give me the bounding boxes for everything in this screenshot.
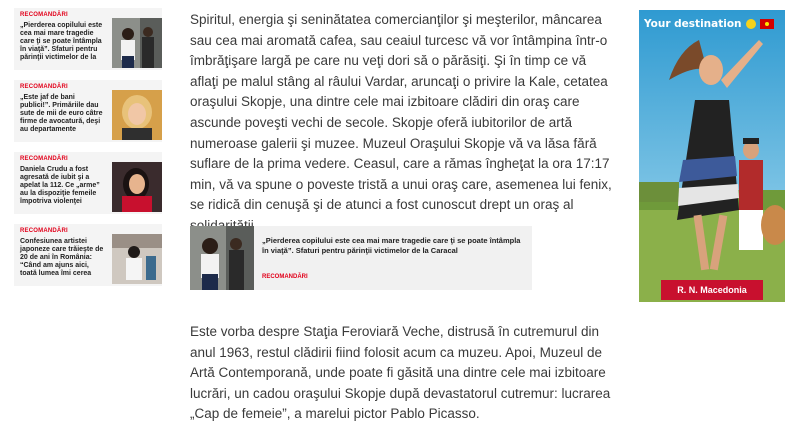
ad-illustration xyxy=(639,10,785,302)
rec-card-2[interactable] xyxy=(14,80,162,142)
rec-card-3[interactable] xyxy=(14,152,162,214)
macedonia-flag-icon xyxy=(760,19,774,29)
inline-rec-tag: RECOMANDĂRI xyxy=(262,274,308,280)
rec-thumbnail[interactable] xyxy=(112,234,162,284)
rec-thumbnail[interactable] xyxy=(112,90,162,140)
recommendations-sidebar xyxy=(14,8,162,296)
rec-title[interactable]: Confesiunea artistei japoneze care trăieşte de 20 de ani în România: “Când am ajuns aici, toată lumea îmi cerea xyxy=(20,238,104,277)
article-body-continued xyxy=(190,322,614,425)
rec-title[interactable]: „Este jaf de bani publici!”. Primăriile dau sute de mii de euro câtre firme de avocatură, deşi au departamente xyxy=(20,94,103,133)
article-paragraph-1: Spiritul, energia şi seninătatea comercianţilor şi meşterilor, mâncarea sau cea mai aromată cafea, sau ceaiul turcesc vă vor întâmpina într-o îmbrăţişare largă pe care nu veţi dori să o părăsiţi. Şi în timp ce vă aflaţi pe malul stâng al râului Vardar, aruncaţi o privire la Kale, cetatea oraşului Skopje, una dintre cele mai izbitoare clădiri din oraş care ascunde poveşti vechi de secole. Skopje oferă iubitorilor de artă numeroase galerii şi muzee. Muzeul Oraşului Skopje vă va lăsa fără suflare de la prima vedere. Ceasul, care a rămas îngheţat la ora 17:17 min, vă va spune o poveste tristă a unui oraş care, asemenea lui fenix, se ridică din cenuşă şi de atunci a fost cunoscut drept un oraş al xyxy=(190,12,612,213)
rec-card-4[interactable] xyxy=(14,224,162,286)
rec-tag: RECOMANDĂRI xyxy=(20,156,68,162)
rec-title[interactable]: Daniela Crudu a fost agresată de iubit şi a apelat la 112. Ce „arme” au la dispoziţie femeile împotriva violenţei xyxy=(20,166,100,205)
inline-rec-thumbnail[interactable] xyxy=(190,226,254,290)
tourism-ad-banner[interactable] xyxy=(639,10,785,302)
rec-thumbnail[interactable] xyxy=(112,18,162,68)
article-body xyxy=(190,10,614,237)
ad-footer-label: R. N. Macedonia xyxy=(661,280,763,300)
inline-rec-title[interactable]: „Pierderea copilului este cea mai mare tragedie care ţi se poate întâmpla în viaţă”. Sfaturi pentru părinţii victimelor de la Caracal xyxy=(262,236,521,255)
rec-card-1[interactable] xyxy=(14,8,162,70)
inline-recommendation[interactable] xyxy=(190,226,532,290)
smiley-icon xyxy=(746,19,756,29)
rec-thumbnail[interactable] xyxy=(112,162,162,212)
rec-tag: RECOMANDĂRI xyxy=(20,84,68,90)
rec-tag: RECOMANDĂRI xyxy=(20,228,68,234)
article-paragraph-2: Este vorba despre Staţia Feroviară Veche, distrusă în cutremurul din anul 1963, restul clădirii fiind folosit acum ca muzeu. Apoi, Muzeul de Artă Contemporană, unde poate fi găsită una dintre cele mai izbitoare lucrări, un cadou oraşului Skopje după devastatorul cutremur: lucrarea „Cap de femeie”, a marelui pictor Pablo Picasso. xyxy=(190,324,611,422)
ad-header: Your destination xyxy=(644,18,742,30)
rec-title[interactable]: „Pierderea copilului este cea mai mare tragedie care ţi se poate întâmpla în viaţă”. Sfaturi pentru părinţii victimelor de la xyxy=(20,22,103,61)
rec-tag: RECOMANDĂRI xyxy=(20,12,68,18)
